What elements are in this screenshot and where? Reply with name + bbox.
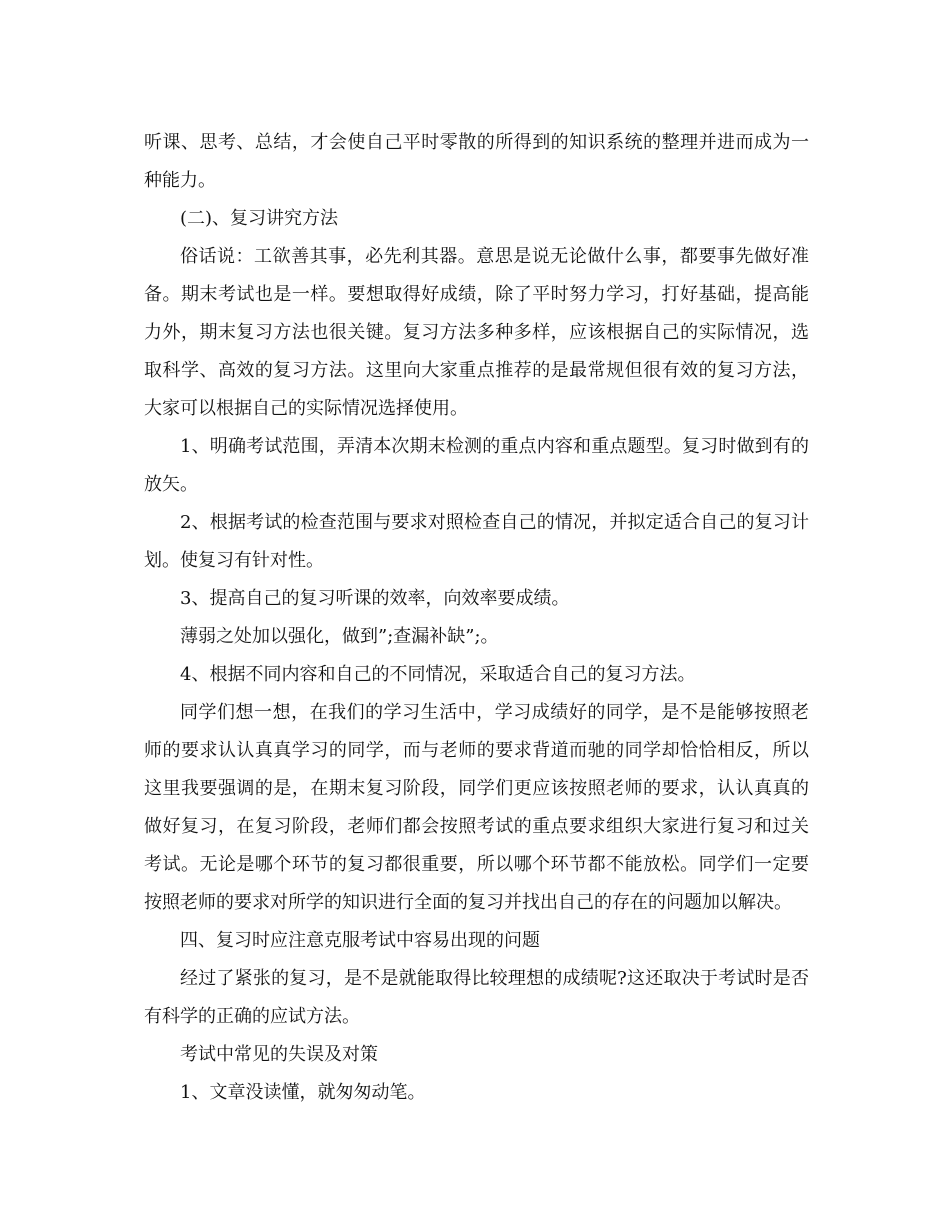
section-heading-exam-problems: 四、复习时应注意克服考试中容易出现的问题 [180,930,540,951]
paragraph-proverb: 俗话说：工欲善其事，必先利其器。意思是说无论做什么事，都要事先做好准备。期末考试也是一样。要想取得好成绩，除了平时努力学习，打好基础，提高能力外，期末复习方法也很关键。复习方法多种多样，应该根据自己的实际情况，选取科学、高效的复习方法。这里向大家重点推荐的是最常规但很有效的复习方法，大家可以根据自己的实际情况选择使用。 [144,246,809,419]
paragraph-students: 同学们想一想，在我们的学习生活中，学习成绩好的同学，是不是能够按照老师的要求认认真真学习的同学，而与老师的要求背道而驰的同学却恰恰相反，所以这里我要强调的是，在期末复习阶段，同学们更应该按照老师的要求，认认真真的做好复习，在复习阶段，老师们都会按照考试的重点要求组织大家进行复习和过关考试。无论是哪个环节的复习都很重要，所以哪个环节都不能放松。同学们一定要按照老师的要求对所学的知识进行全面的复习并找出自己的存在的问题加以解决。 [144,702,809,913]
paragraph-1: 听课、思考、总结，才会使自己平时零散的所得到的知识系统的整理并进而成为一种能力。 [144,132,809,191]
document-body [144,124,809,1112]
paragraph-weak-points: 薄弱之处加以强化，做到”;查漏补缺”;。 [180,626,499,647]
list-item-1: 1、明确考试范围，弄清本次期末检测的重点内容和重点题型。复习时做到有的放矢。 [144,436,809,495]
paragraph-exam-method: 经过了紧张的复习，是不是就能取得比较理想的成绩呢?这还取决于考试时是否有科学的正确的应试方法。 [144,968,809,1027]
list-item-3: 3、提高自己的复习听课的效率，向效率要成绩。 [180,588,570,609]
list-item-4: 4、根据不同内容和自己的不同情况，采取适合自己的复习方法。 [180,664,696,685]
section-heading-review-methods: (二)、复习讲究方法 [180,208,339,229]
list-item-2: 2、根据考试的检查范围与要求对照检查自己的情况，并拟定适合自己的复习计划。使复习有针对性。 [144,512,809,571]
subheading-common-mistakes: 考试中常见的失误及对策 [180,1044,378,1065]
mistake-item-1: 1、文章没读懂，就匆匆动笔。 [180,1082,426,1103]
